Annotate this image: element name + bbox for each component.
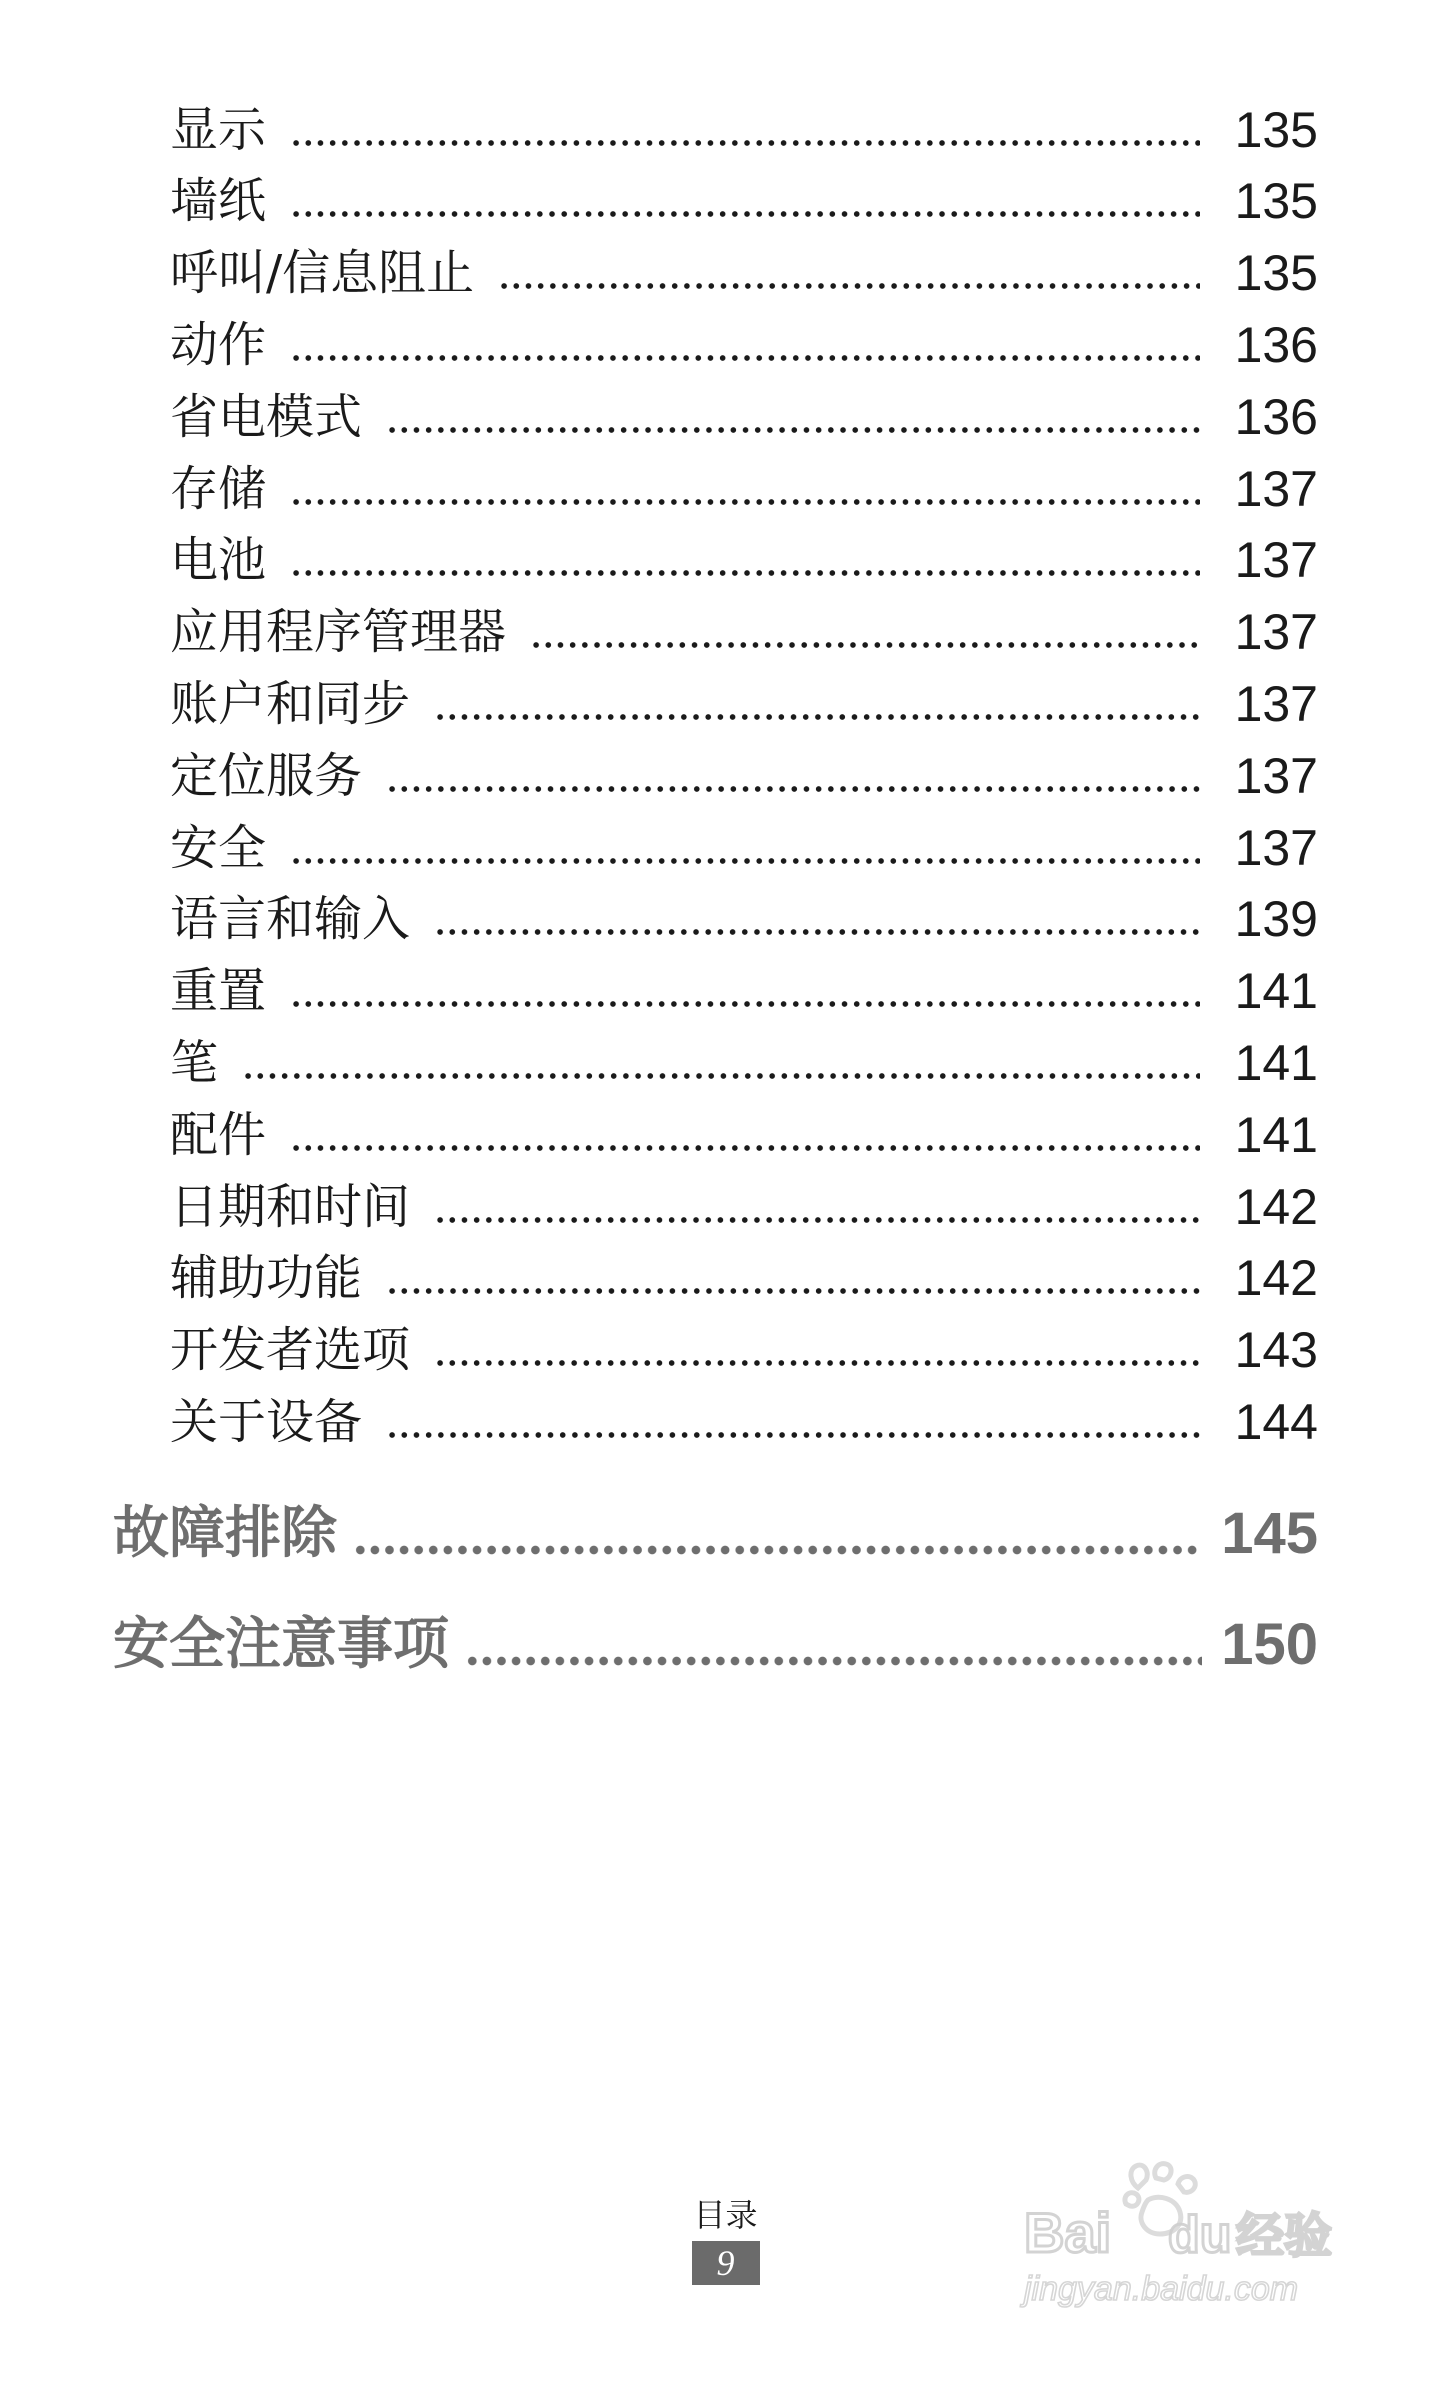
toc-entry-page: 137: [1234, 532, 1318, 588]
toc-entry-page: 136: [1234, 389, 1318, 445]
dot-leader: [465, 1653, 1202, 1669]
dot-leader: [290, 495, 1200, 509]
toc-entry[interactable]: [170, 459, 1318, 519]
dot-leader: [290, 351, 1200, 365]
toc-entry[interactable]: [170, 1392, 1318, 1452]
toc-entry-page: 137: [1234, 676, 1318, 732]
toc-entry-page: 142: [1234, 1179, 1318, 1235]
toc-entry-page: 135: [1234, 173, 1318, 229]
dot-leader: [353, 1542, 1202, 1558]
toc-entry-label: 语言和输入: [170, 891, 411, 947]
svg-text:经验: 经验: [1236, 2208, 1333, 2264]
dot-leader: [530, 638, 1200, 652]
dot-leader: [290, 136, 1200, 150]
toc-entry-label: 重置: [170, 963, 267, 1019]
dot-leader: [434, 1356, 1200, 1370]
toc-entry[interactable]: [170, 387, 1318, 447]
toc-entry[interactable]: [170, 1177, 1318, 1237]
footer-page-number: 9: [692, 2241, 760, 2285]
footer-section-title: 目录: [693, 2196, 758, 2234]
toc-entry-page: 137: [1234, 604, 1318, 660]
toc-chapter-entry[interactable]: [113, 1496, 1318, 1572]
toc-entry-page: 136: [1234, 317, 1318, 373]
dot-leader: [290, 997, 1200, 1011]
dot-leader: [290, 1141, 1200, 1155]
toc-entry[interactable]: [170, 1105, 1318, 1165]
toc-entry[interactable]: [170, 530, 1318, 590]
toc-chapter-page: 150: [1221, 1612, 1318, 1677]
toc-entry-page: 137: [1234, 461, 1318, 517]
toc-entry-page: 141: [1234, 1107, 1318, 1163]
toc-chapter-label: 安全注意事项: [113, 1612, 449, 1677]
toc-entry-page: 144: [1234, 1394, 1318, 1450]
toc-entry[interactable]: [170, 746, 1318, 806]
toc-entry-label: 账户和同步: [170, 676, 411, 732]
toc-entry-label: 呼叫/信息阻止: [170, 245, 475, 301]
dot-leader: [434, 710, 1200, 724]
toc-entry[interactable]: [170, 889, 1318, 949]
dot-leader: [434, 1213, 1200, 1227]
toc-entry[interactable]: [170, 961, 1318, 1021]
toc-entry-label: 应用程序管理器: [170, 604, 507, 660]
toc-entry[interactable]: [170, 1248, 1318, 1308]
toc-entry[interactable]: [170, 171, 1318, 231]
svg-text:du: du: [1168, 2206, 1232, 2264]
toc-entry[interactable]: [170, 1320, 1318, 1380]
toc-entry-label: 日期和时间: [170, 1179, 411, 1235]
toc-chapter-label: 故障排除: [113, 1501, 337, 1566]
svg-text:Bai: Bai: [1024, 2201, 1112, 2264]
toc-entry-label: 显示: [170, 102, 267, 158]
toc-entry[interactable]: [170, 602, 1318, 662]
toc-entry-label: 辅助功能: [170, 1250, 363, 1306]
toc-entry-label: 墙纸: [170, 173, 267, 229]
dot-leader: [290, 207, 1200, 221]
toc-entry-page: 135: [1234, 245, 1318, 301]
toc-entry-label: 省电模式: [170, 389, 363, 445]
toc-entry-page: 143: [1234, 1322, 1318, 1378]
toc-entry[interactable]: [170, 315, 1318, 375]
toc-entry-label: 电池: [170, 532, 267, 588]
toc-entry-label: 存储: [170, 461, 267, 517]
dot-leader: [386, 1428, 1200, 1442]
baidu-jingyan-watermark-logo: [1018, 2160, 1348, 2320]
toc-entry-page: 137: [1234, 748, 1318, 804]
dot-leader: [242, 1069, 1200, 1083]
dot-leader: [386, 1284, 1200, 1298]
dot-leader: [386, 782, 1200, 796]
watermark-url: jingyan.baidu.com: [1024, 2270, 1299, 2308]
toc-chapter-entry[interactable]: [113, 1607, 1318, 1683]
toc-entry[interactable]: [170, 1033, 1318, 1093]
dot-leader: [386, 423, 1200, 437]
toc-entry-label: 开发者选项: [170, 1322, 411, 1378]
toc-entry[interactable]: [170, 674, 1318, 734]
toc-entry-label: 笔: [170, 1035, 219, 1091]
dot-leader: [498, 279, 1200, 293]
toc-entry[interactable]: [170, 243, 1318, 303]
toc-entry-page: 139: [1234, 891, 1318, 947]
toc-entry[interactable]: [170, 100, 1318, 160]
toc-entry-label: 配件: [170, 1107, 267, 1163]
toc-entry[interactable]: [170, 818, 1318, 878]
dot-leader: [290, 854, 1200, 868]
toc-entry-label: 动作: [170, 317, 267, 373]
dot-leader: [434, 925, 1200, 939]
toc-entry-page: 137: [1234, 820, 1318, 876]
dot-leader: [290, 566, 1200, 580]
toc-entry-label: 安全: [170, 820, 267, 876]
toc-chapter-page: 145: [1221, 1501, 1318, 1566]
toc-entry-page: 141: [1234, 1035, 1318, 1091]
toc-entry-page: 142: [1234, 1250, 1318, 1306]
toc-entry-page: 141: [1234, 963, 1318, 1019]
toc-entry-label: 关于设备: [170, 1394, 363, 1450]
toc-entry-label: 定位服务: [170, 748, 363, 804]
toc-entry-page: 135: [1234, 102, 1318, 158]
